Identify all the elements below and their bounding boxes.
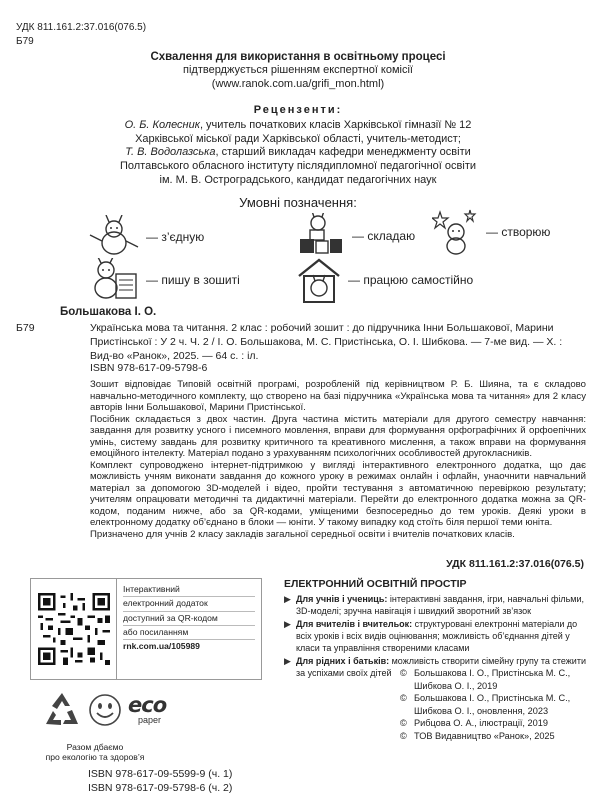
students-text: інтерактивні завдання, ігри, навчальні фільми, 3D-моделі; зручна навігація і швидкий зворотний зв’язок [296, 594, 585, 617]
reviewer-1-line-1 [0, 119, 596, 133]
eco-logo-sub: paper [138, 715, 162, 725]
legend-label-connect: — з’єдную [146, 229, 205, 244]
approval-block [0, 50, 596, 92]
isbn-list [88, 768, 232, 795]
copyright-text: Большакова І. О., Пристінська М. С., [414, 693, 571, 704]
students-label: Для учнів і учениць: [296, 594, 388, 605]
qr-text-line-1: Інтерактивний [123, 583, 255, 597]
smile-icon [88, 693, 122, 727]
reviewer-1-name: О. Б. Колесник [124, 118, 200, 131]
arrow-right-icon: ▶ [284, 619, 291, 630]
recycle-icon [40, 690, 84, 730]
qr-box [30, 578, 262, 680]
catalog-bibliography: Українська мова та читання. 2 клас : робочий зошит : до підручника Інни Большакової, Марини Пристінської : У 2 ч. Ч. 2 / І. О. Большакова, М. С. Пристінська, О. І. Шибкова. — 7-ме вид. — Х. : Вид-во «Ранок», 2025. — 64 с. : іл. [90, 322, 563, 362]
qr-link[interactable]: rnk.com.ua/105989 [123, 641, 200, 652]
legend-item-connect [88, 215, 204, 259]
reviewer-2-role: , старший викладач кафедри менеджменту освіти [215, 146, 471, 159]
annotation-paragraph-1: Зошит відповідає Типовій освітній програмі, розробленій під керівництвом Р. Б. Шияна, та є складово навчально-методичного комплекту, що створено на базі підручника «Українська мова та читання» для 2 класу авторів Інни Большакової, Марини Пристінської. [90, 379, 586, 413]
copyright-symbol: © [400, 668, 407, 678]
annotation-text [90, 379, 586, 540]
electronic-space-title: ЕЛЕКТРОННИЙ ОСВІТНІЙ ПРОСТІР [284, 578, 467, 590]
eco-logos [40, 690, 176, 730]
eco-caption-line-2: про екологію та здоров’я [45, 752, 145, 763]
legend-item-create [432, 208, 550, 256]
copyright-text: Рибцова О. А., ілюстрації, 2019 [414, 718, 548, 729]
reviewers-heading: Рецензенти: [253, 104, 343, 116]
parents-text: можливість створити сімейну групу та стежити за успіхами своїх дітей [296, 655, 586, 678]
eco-caption [40, 742, 150, 763]
copyright-text: Шибкова О. І., 2019 [414, 680, 498, 691]
isbn-part-1: ISBN 978-617-09-5599-9 (ч. 1) [88, 768, 233, 780]
annotation-paragraph-4: Призначено для учнів 2 класу закладів загальної середньої освіти і вчителів початкових класів. [90, 528, 515, 540]
qr-code-icon[interactable] [38, 593, 110, 665]
copyright-symbol: © [400, 693, 407, 704]
eco-logo-word: eco [128, 693, 167, 717]
legend-item-notebook [88, 258, 240, 302]
reviewer-2-name: Т. В. Водолазська [125, 146, 216, 159]
electronic-space-item-teachers [284, 619, 590, 655]
copyright-row [400, 692, 590, 705]
copyright-text: ТОВ Видавництво «Ранок», 2025 [414, 730, 555, 741]
copyright-text: Большакова І. О., Пристінська М. С., [414, 668, 571, 678]
catalog-author: Большакова І. О. [60, 306, 157, 318]
arrow-right-icon: ▶ [284, 655, 291, 666]
reviewer-1-role: , учитель початкових класів Харківської гімназії № 12 [199, 118, 472, 131]
approval-line-1: підтверджується рішенням експертної комісії [183, 64, 413, 77]
legend-label-house: — працюю самостійно [348, 272, 474, 287]
notebook-icon [88, 258, 140, 302]
house-icon [296, 256, 342, 304]
arrow-right-icon: ▶ [284, 594, 291, 605]
electronic-space-item-students [284, 594, 590, 618]
copyright-text: Шибкова О. І., оновлення, 2023 [414, 705, 549, 716]
catalog-code: Б79 [16, 322, 35, 334]
udk-code-top: УДК 811.161.2:37.016(076.5) [16, 22, 147, 33]
qr-text-line-2: електронний додаток [123, 597, 255, 611]
parents-label: Для рідних і батьків: [296, 655, 390, 666]
qr-text-line-4: або посиланням [123, 626, 255, 640]
isbn-part-2: ISBN 978-617-09-5798-6 (ч. 2) [88, 781, 233, 794]
approval-link: (www.ranok.com.ua/grifi_mon.html) [211, 78, 385, 91]
teachers-text: структуровані електронні матеріали до всіх уроків і всіх видів оцінювання; можливість об’єднання дітей у класи та управління створеними класами [296, 619, 578, 653]
copyright-row [400, 667, 590, 680]
legend-item-cubes [296, 213, 415, 259]
catalog-isbn: ISBN 978-617-09-5798-6 [90, 362, 208, 374]
copyright-block [400, 667, 590, 743]
reviewer-2-line-2: Полтавського обласного інституту післядипломної педагогічної освіти [119, 160, 477, 172]
legend-label-notebook: — пишу в зошиті [146, 272, 240, 287]
legend-label-cubes: — складаю [352, 228, 416, 243]
legend-label-create: — створюю [486, 224, 551, 239]
copyright-row [400, 730, 590, 743]
connect-icon [88, 215, 140, 259]
teachers-label: Для вчителів і вчительок: [296, 619, 413, 630]
copyright-row [400, 717, 590, 730]
reviewer-2-line-3: ім. М. В. Остроградського, кандидат педагогічних наук [159, 173, 437, 186]
reviewers-block [0, 104, 596, 188]
eco-caption-line-1: Разом дбаємо [66, 742, 124, 752]
reviewer-1-line-2: Харківської міської ради Харківської області, учитель-методист; [135, 132, 461, 145]
reviewer-2-line-1 [0, 146, 596, 160]
annotation-paragraph-3: Комплект супроводжено інтернет-підтримкою у вигляді інтерактивного електронного додатка, що дає можливість учням виконати завдання до кожного уроку в режимах онлайн і офлайн, унаочнити навчальний матеріал за допомогою 3D-моделей і відео, пройти тестування з автоматичною перевіркою результату; учителям опрацювати методичні та дидактичні матеріали. Перейти до електронного додатка можна за QR-кодом, поданим нижче, або за QR-кодами, уміщеними безпосередньо до тем уроків. Деякі уроки в електронному додатку об’єднано в блоки — юніти. У такому випадку код стоїть біля першої теми юніта. [90, 459, 586, 528]
copyright-row [400, 680, 590, 693]
udk-code-bottom: УДК 811.161.2:37.016(076.5) [446, 558, 584, 570]
eco-paper-logo [128, 692, 176, 728]
qr-text-line-3: доступний за QR-кодом [123, 612, 255, 626]
copyright-row [400, 705, 590, 718]
copyright-symbol: © [400, 730, 407, 741]
library-code-top: Б79 [16, 36, 34, 47]
legend-item-house [296, 256, 473, 304]
electronic-space-block [284, 578, 590, 681]
create-icon [432, 208, 480, 256]
legend-title: Умовні позначення: [239, 195, 357, 210]
approval-title: Схвалення для використання в освітньому процесі [150, 51, 446, 63]
cubes-icon [296, 213, 346, 259]
annotation-paragraph-2: Посібник складається з двох частин. Друга частина містить матеріали для другого семестру навчання: завдання для розвитку усного і писемного мовлення, вправи для формування орфографічних й орфоепічних умінь, систему завдань для розвитку критичного та креативного мислення, а також вправи на формування емоційного інтелекту. Матеріал подано з урахуванням психологічних особливостей другокласників. [90, 413, 586, 459]
copyright-symbol: © [400, 718, 407, 729]
